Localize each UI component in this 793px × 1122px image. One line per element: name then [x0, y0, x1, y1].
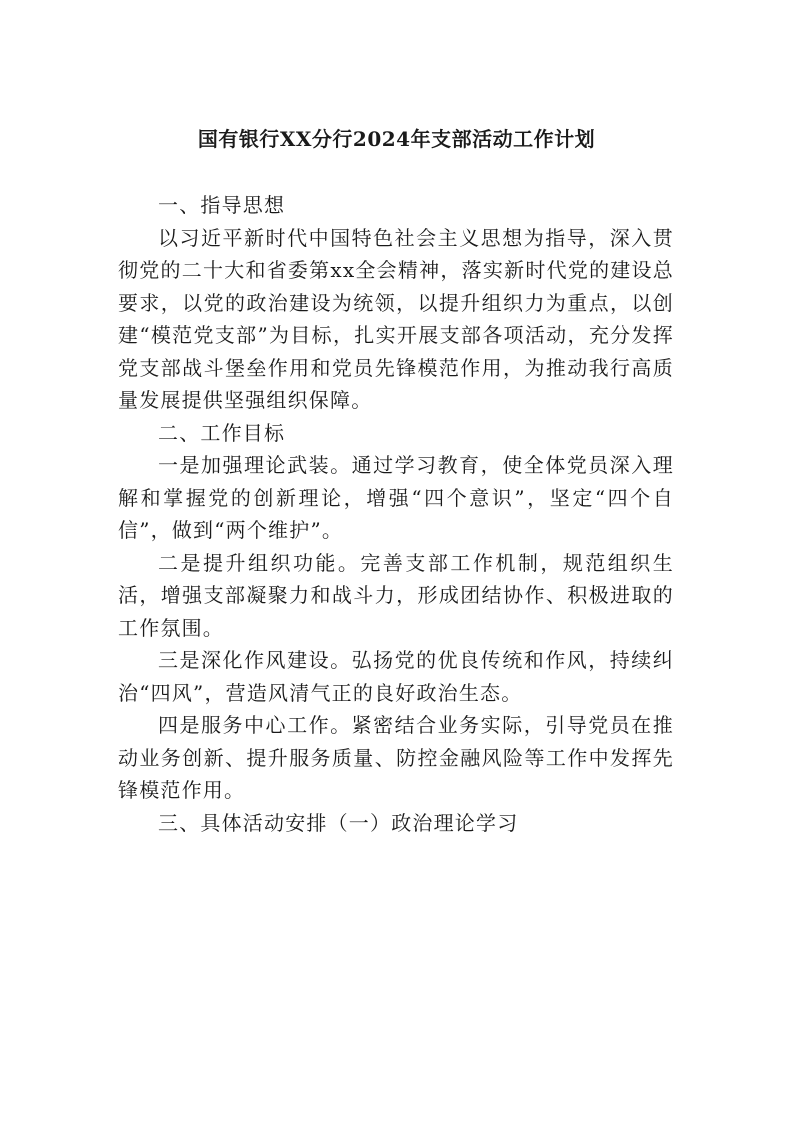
heading-activity-arrangement: 三、具体活动安排（一）政治理论学习	[158, 810, 519, 835]
paragraph-guiding-ideology: 以习近平新时代中国特色社会主义思想为指导，深入贯彻党的二十大和省委第xx全会精神，落实新时代党的建设总要求，以党的政治建设为统领，以提升组织力为重点，以创建“模范党支部”为目标，扎实开展支部各项活动，充分发挥党支部战斗堡垒作用和党员先锋模范作用，为推动我行高质量发展提供坚强组织保障。	[118, 225, 674, 412]
paragraph-goal-2: 二是提升组织功能。完善支部工作机制，规范组织生活，增强支部凝聚力和战斗力，形成团结协作、积极进取的工作氛围。	[118, 550, 674, 640]
paragraph-goal-1: 一是加强理论武装。通过学习教育，使全体党员深入理解和掌握党的创新理论，增强“四个意识”，坚定“四个自信”，做到“两个维护”。	[118, 453, 674, 542]
paragraph-goal-3: 三是深化作风建设。弘扬党的优良传统和作风，持续纠治“四风”，营造风清气正的良好政治生态。	[118, 648, 674, 705]
document-title: 国有银行XX分行2024年支部活动工作计划	[197, 127, 596, 151]
heading-work-goals: 二、工作目标	[158, 420, 286, 445]
paragraph-goal-4: 四是服务中心工作。紧密结合业务实际，引导党员在推动业务创新、提升服务质量、防控金融风险等工作中发挥先锋模范作用。	[118, 713, 674, 802]
heading-guiding-ideology: 一、指导思想	[158, 193, 286, 217]
document-body	[118, 189, 674, 839]
